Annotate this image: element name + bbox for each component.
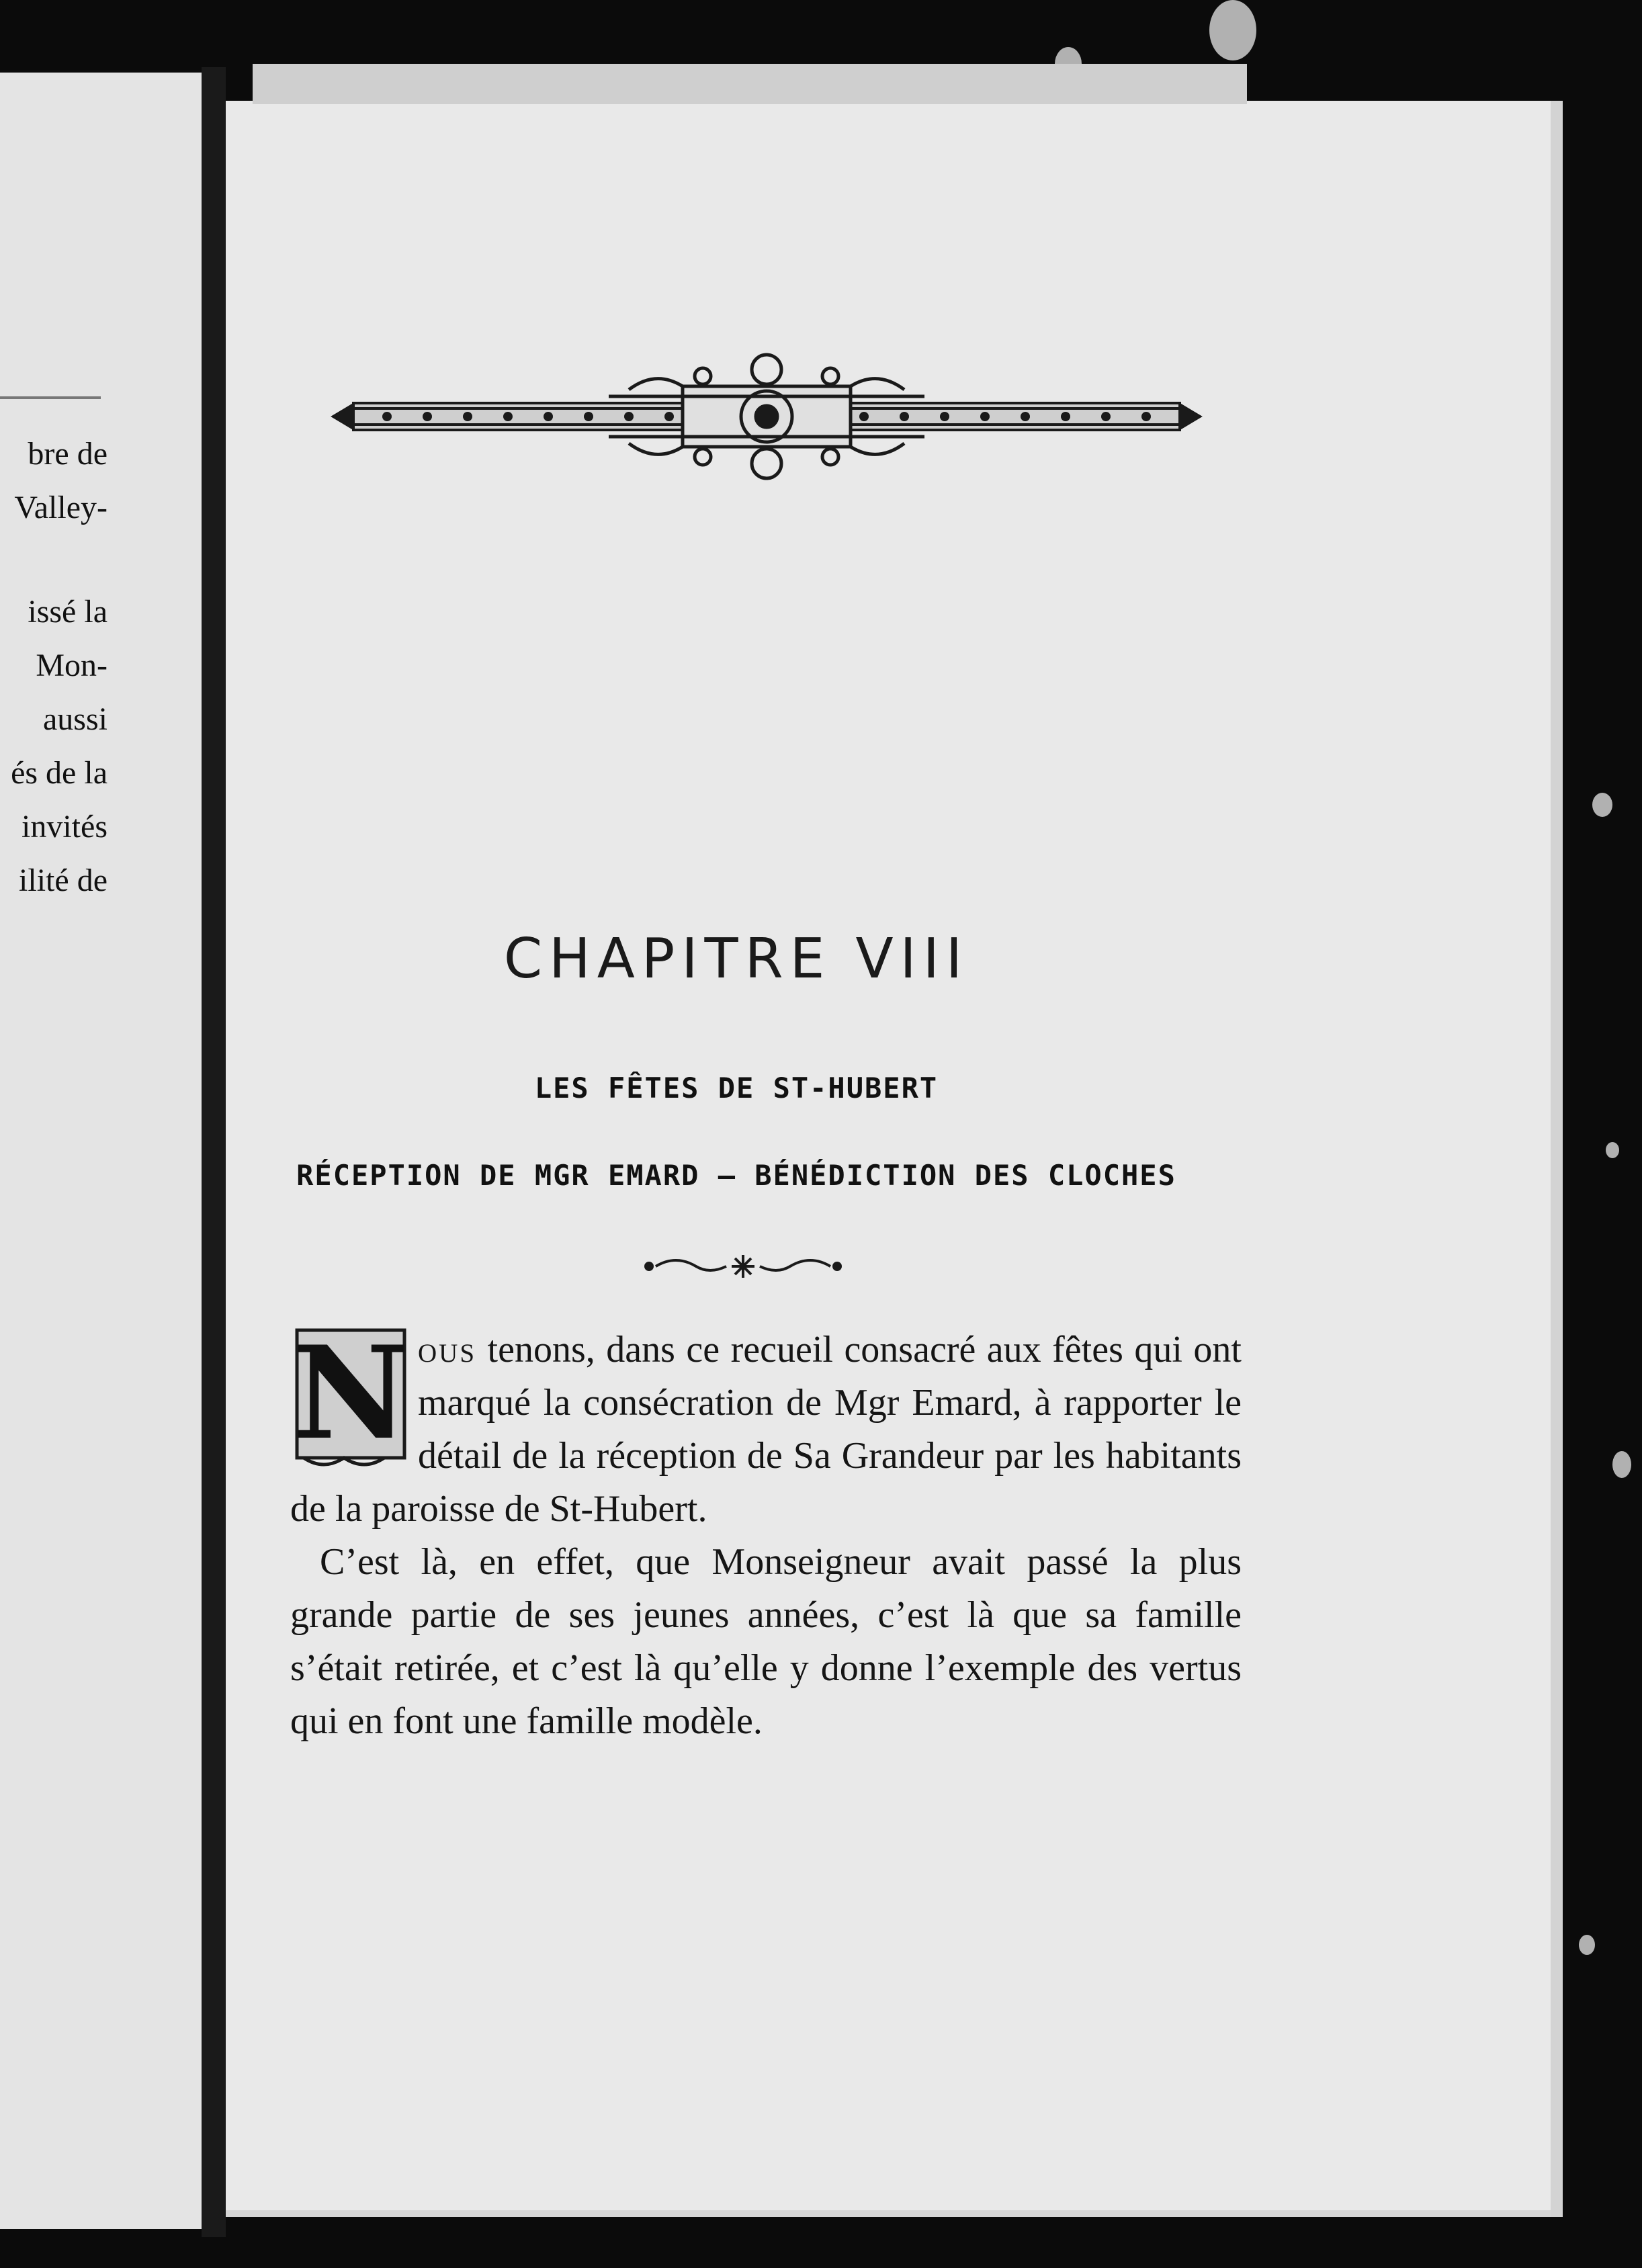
scan-speck	[1579, 1935, 1595, 1955]
scan-speck	[1592, 793, 1612, 817]
left-text-line: Mon-	[36, 648, 107, 683]
paragraph: C’est là, en effet, que Monseigneur avait passé la plus grande partie de ses jeunes années, c’est là que sa famille s’était retirée, et c’est là qu’elle y donne l’exemple des vertus qui en font une famille modèle.	[290, 1541, 1242, 1742]
left-text-line: ilité de	[19, 863, 107, 898]
left-text-line: bre de	[28, 436, 107, 472]
left-text-line: és de la	[11, 755, 107, 791]
left-text-line: aussi	[43, 701, 107, 737]
scan-speck	[1606, 1142, 1619, 1158]
header-ornament	[327, 349, 1207, 484]
paragraph	[290, 1323, 1242, 1536]
scan-speck	[1209, 0, 1256, 60]
drop-cap	[290, 1323, 418, 1482]
paragraph-text: tenons, dans ce recueil consacré aux fêtes qui ont marqué la consécration de Mgr Emard, à rapporter le détail de la réception de Sa Grandeur par les habitants de la paroisse de St-Hubert.	[290, 1329, 1242, 1530]
book-page	[226, 101, 1563, 2217]
footnote-rule	[0, 396, 101, 399]
page-top-edge	[253, 64, 1247, 104]
drop-cap-letter: N	[292, 1323, 409, 1468]
left-text-line: issé la	[28, 594, 107, 629]
left-text-line: Valley-	[14, 490, 107, 525]
previous-page-fragment	[0, 73, 202, 2229]
body-text	[290, 1323, 1242, 1748]
chapter-subtitle: LES FÊTES DE ST-HUBERT	[534, 1072, 939, 1104]
lead-in-text: ous	[418, 1329, 477, 1370]
chapter-title: CHAPITRE VIII	[503, 927, 969, 991]
left-text-line: invités	[21, 809, 107, 844]
chapter-subtitle: RÉCEPTION DE MGR EMARD — BÉNÉDICTION DES CLOCHES	[296, 1159, 1176, 1192]
drop-cap-ornament	[290, 1323, 411, 1478]
divider-ornament	[642, 1243, 844, 1290]
scan-speck	[1612, 1451, 1631, 1478]
book-spine	[202, 67, 226, 2237]
